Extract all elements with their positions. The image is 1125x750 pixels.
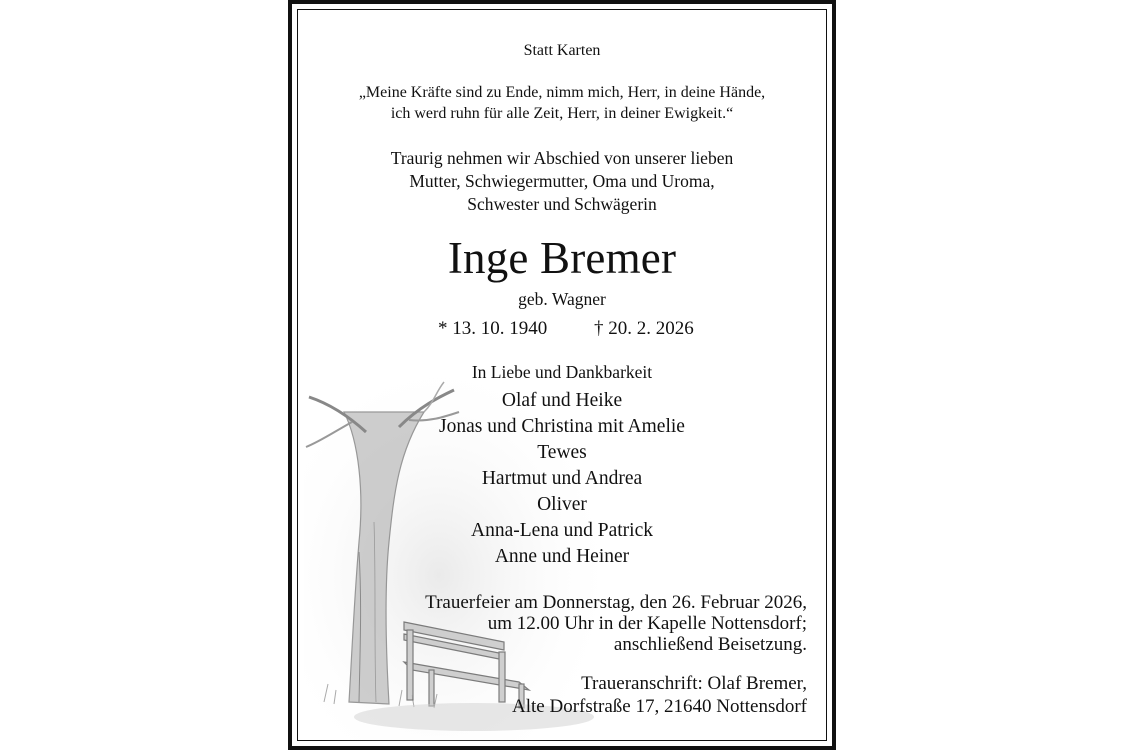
death-date: † 20. 2. 2026	[594, 318, 694, 339]
obituary-card	[288, 0, 836, 750]
address-info	[512, 672, 807, 718]
mourner-3: Tewes	[537, 442, 587, 463]
funeral-info	[425, 592, 807, 655]
birth-date: * 13. 10. 1940	[438, 318, 548, 339]
mourner-6: Anna-Lena und Patrick	[471, 520, 653, 541]
address-line-1: Traueranschrift: Olaf Bremer,	[581, 673, 807, 694]
intro-line-1: Traurig nehmen wir Abschied von unserer lieben	[390, 148, 734, 168]
mourner-4: Hartmut und Andrea	[481, 468, 643, 489]
quote-line-1: „Meine Kräfte sind zu Ende, nimm mich, Herr, in deine Hände,	[358, 84, 766, 101]
deceased-name: Inge Bremer	[447, 233, 677, 283]
header-text: Statt Karten	[523, 42, 601, 59]
mourner-7: Anne und Heiner	[494, 546, 630, 567]
mourners-intro: In Liebe und Dankbarkeit	[471, 362, 653, 382]
mourner-1: Olaf und Heike	[501, 390, 623, 411]
funeral-line-1: Trauerfeier am Donnerstag, den 26. Februar 2026,	[425, 592, 807, 613]
intro-line-2: Mutter, Schwiegermutter, Oma und Uroma,	[409, 171, 715, 191]
funeral-line-3: anschließend Beisetzung.	[613, 634, 807, 655]
quote-line-2: ich werd ruhn für alle Zeit, Herr, in deiner Ewigkeit.“	[390, 105, 734, 122]
funeral-line-2: um 12.00 Uhr in der Kapelle Nottensdorf;	[487, 613, 807, 634]
address-line-2: Alte Dorfstraße 17, 21640 Nottensdorf	[512, 696, 807, 717]
maiden-name: geb. Wagner	[518, 289, 606, 309]
mourner-2: Jonas und Christina mit Amelie	[439, 416, 685, 437]
intro-line-3: Schwester und Schwägerin	[467, 194, 657, 214]
mourner-5: Oliver	[537, 494, 587, 515]
